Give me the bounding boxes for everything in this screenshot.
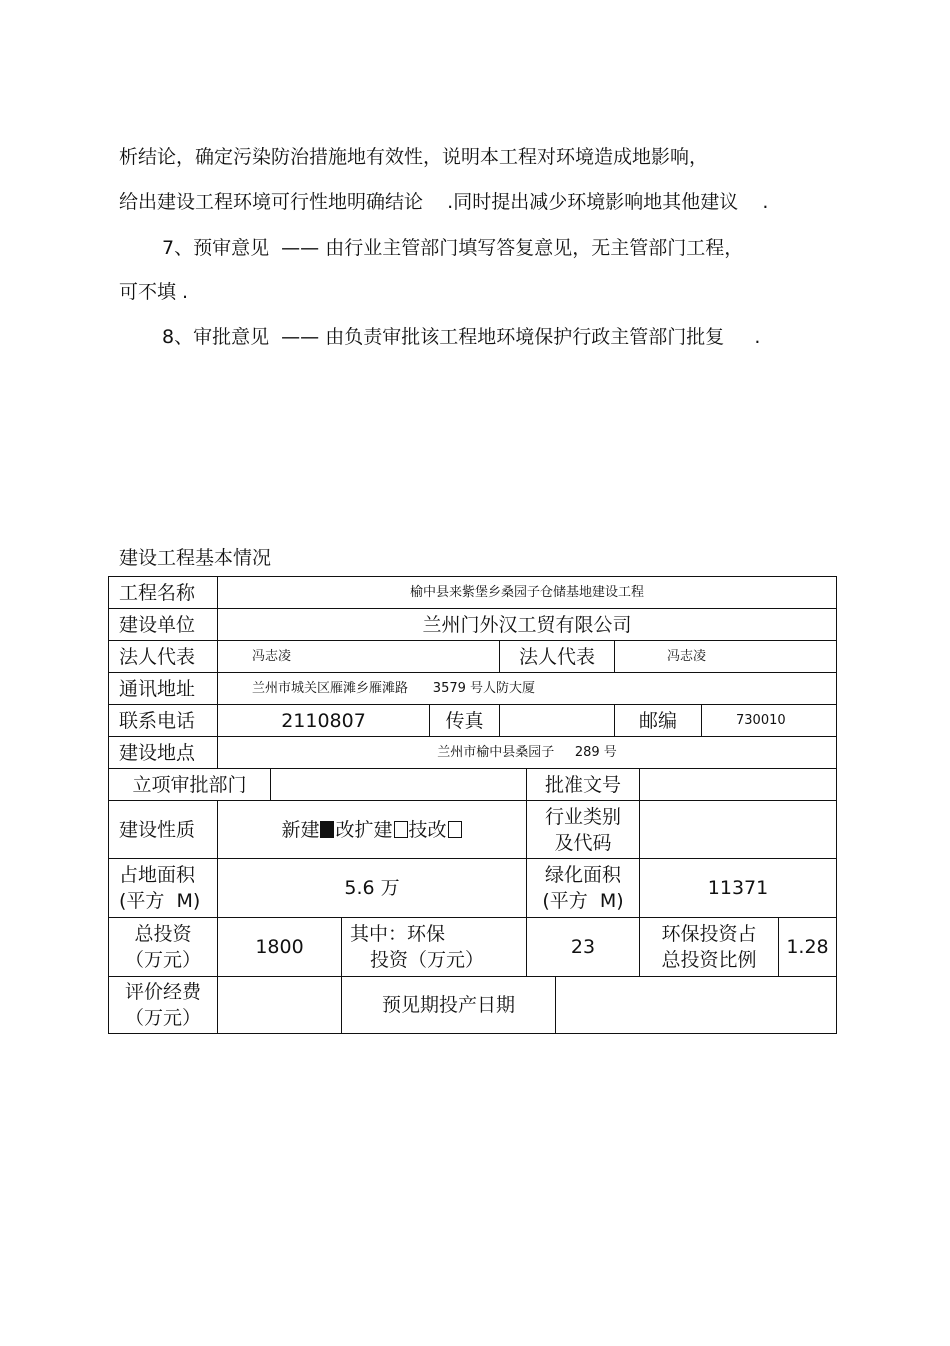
green-label-line-2: (平方 M): [542, 890, 624, 912]
legal-rep-value-2: 冯志凌: [614, 640, 837, 673]
industry-value: [639, 800, 837, 859]
fax-value: [499, 704, 615, 737]
project-name-label: 工程名称: [108, 576, 218, 609]
industry-label-line-1: 行业类别: [544, 805, 621, 828]
env-invest-label-line-2: 投资（万元）: [370, 949, 485, 971]
phone-label: 联系电话: [108, 704, 218, 737]
area-value: 5.6 万: [217, 858, 527, 918]
site-label: 建设地点: [108, 736, 218, 769]
site-value: 兰州市榆中县桑园子 289 号: [217, 736, 837, 769]
env-invest-label-line-1: 其中：环保: [350, 923, 446, 945]
unit-label: 建设单位: [108, 608, 218, 641]
postcode-label: 邮编: [614, 704, 702, 737]
paragraph-line-1: 析结论，确定污染防治措施地有效性，说明本工程对环境造成地影响，: [119, 146, 709, 168]
green-value: 11371: [639, 858, 837, 918]
env-invest-value: 23: [526, 917, 640, 977]
legal-rep-label-2: 法人代表: [499, 640, 615, 673]
nature-new-checkbox[interactable]: [320, 821, 334, 838]
table-caption: 建设工程基本情况: [119, 547, 272, 569]
fee-label-line-2: （万元）: [124, 1007, 201, 1029]
address-value: 兰州市城关区雁滩乡雁滩路 3579 号人防大厦: [217, 672, 837, 705]
unit-value: 兰州门外汉工贸有限公司: [217, 608, 837, 641]
legal-rep-label: 法人代表: [108, 640, 218, 673]
env-invest-label: [341, 917, 527, 977]
green-label: [526, 858, 640, 918]
invest-label: [108, 917, 218, 977]
invest-label-line-1: 总投资: [134, 923, 192, 945]
nature-expand-checkbox[interactable]: [394, 821, 408, 838]
legal-rep-value: 冯志凌: [217, 640, 500, 673]
approval-dept-label: 立项审批部门: [108, 768, 271, 801]
fee-label: [108, 976, 218, 1034]
nature-new-label: 新建: [281, 818, 320, 841]
fee-label-line-1: 评价经费: [124, 981, 201, 1003]
project-name-value: 榆中县来紫堡乡桑园子仓储基地建设工程: [217, 576, 837, 609]
ratio-label-line-2: 总投资比例: [661, 949, 757, 971]
fee-value: [217, 976, 342, 1034]
nature-label: 建设性质: [108, 800, 218, 859]
start-date-label: 预见期投产日期: [341, 976, 556, 1034]
industry-label: [526, 800, 640, 859]
nature-expand-label: 改扩建: [335, 818, 393, 841]
paragraph-line-2: 给出建设工程环境可行性地明确结论 .同时提出减少环境影响地其他建议 .: [119, 191, 769, 213]
area-label-line-1: 占地面积: [119, 864, 196, 886]
ratio-value: 1.28: [778, 917, 837, 977]
invest-value: 1800: [217, 917, 342, 977]
nature-tech-label: 技改: [408, 818, 447, 841]
green-label-line-1: 绿化面积: [544, 864, 621, 886]
nature-options: [217, 800, 527, 859]
ratio-label: [639, 917, 779, 977]
address-label: 通讯地址: [108, 672, 218, 705]
invest-label-line-2: （万元）: [124, 949, 201, 971]
fax-label: 传真: [429, 704, 500, 737]
paragraph-line-5: 8、审批意见 —— 由负责审批该工程地环境保护行政主管部门批复 .: [162, 326, 761, 348]
postcode-value: 730010: [701, 704, 837, 737]
paragraph-line-4: 可不填 .: [119, 281, 189, 303]
area-label-line-2: (平方 M): [119, 890, 201, 912]
approval-doc-label: 批准文号: [526, 768, 640, 801]
paragraph-line-3: 7、预审意见 —— 由行业主管部门填写答复意见，无主管部门工程，: [162, 237, 744, 259]
industry-label-line-2: 及代码: [554, 831, 612, 854]
approval-dept-value: [270, 768, 527, 801]
phone-value: 2110807: [217, 704, 430, 737]
ratio-label-line-1: 环保投资占: [661, 923, 757, 945]
start-date-value: [555, 976, 837, 1034]
approval-doc-value: [639, 768, 837, 801]
nature-tech-checkbox[interactable]: [448, 821, 462, 838]
area-label: [108, 858, 218, 918]
